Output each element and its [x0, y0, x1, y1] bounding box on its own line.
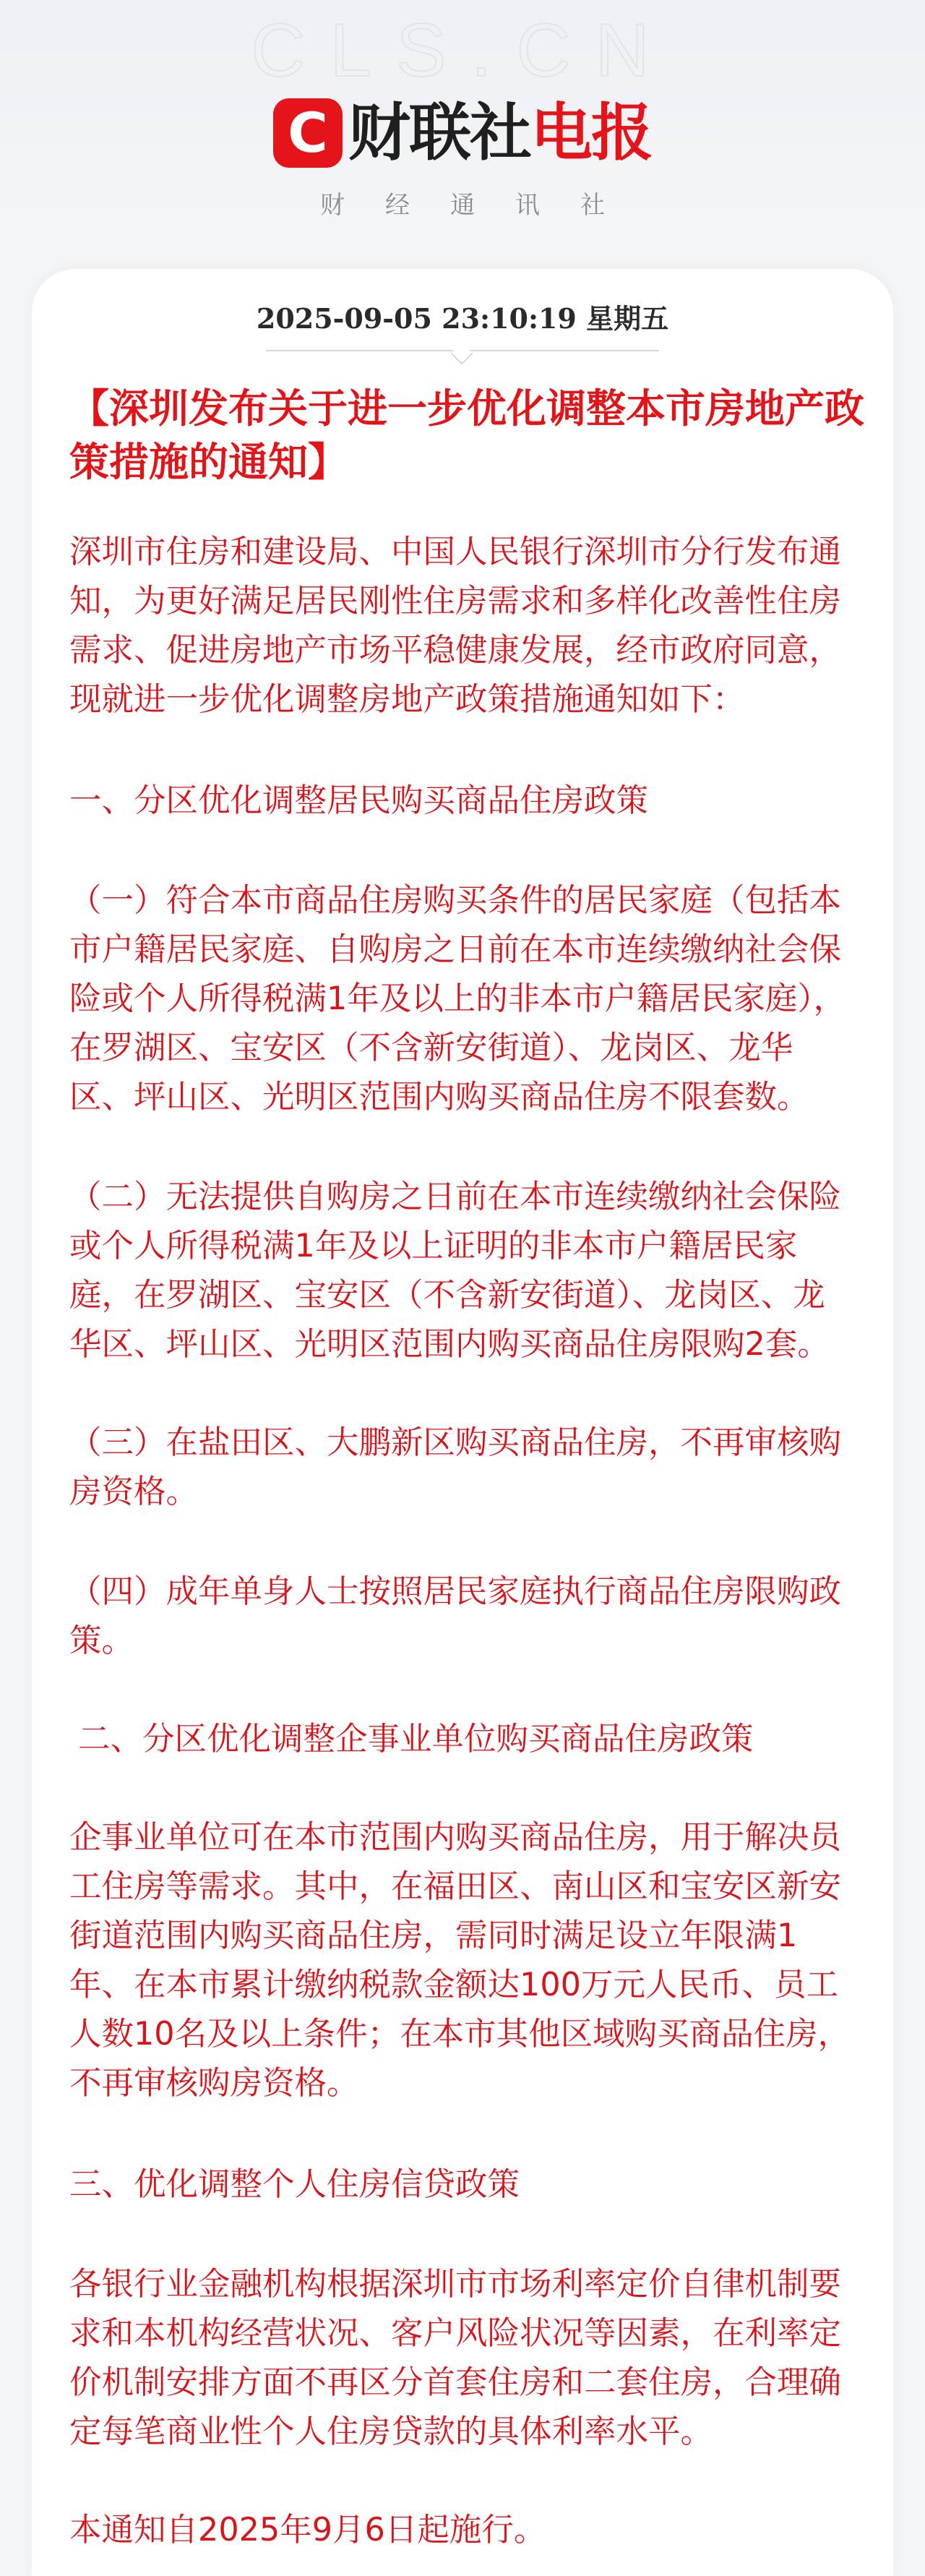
watermark: CLS.CN [251, 9, 674, 93]
paragraph-item-2: （二）无法提供自购房之日前在本市连续缴纳社会保险或个人所得税满1年及以上证明的非本市户籍居民家庭，在罗湖区、宝安区（不含新安街道）、龙岗区、龙华区、坪山区、光明区范围内购买商品住房限购2套。 [69, 1178, 842, 1363]
paragraph-item-1: （一）符合本市商品住房购买条件的居民家庭（包括本市户籍居民家庭、自购房之日前在本市连续缴纳社会保险或个人所得税满1年及以上的非本市户籍居民家庭），在罗湖区、宝安区（不含新安街道）、龙岗区、龙华区、坪山区、光明区范围内购买商品住房不限套数。 [69, 882, 846, 1116]
paragraph-effective-date: 本通知自2025年9月6日起施行。 [69, 2512, 546, 2549]
section-heading-1: 一、分区优化调整居民购买商品住房政策 [69, 782, 649, 819]
paragraph-item-3: （三）在盐田区、大鹏新区购买商品住房，不再审核购房资格。 [69, 1424, 842, 1510]
logo-letter: C [288, 100, 328, 165]
brand-header [0, 98, 925, 168]
article-datetime: 2025-09-05 23:10:19 星期五 [256, 302, 669, 335]
paragraph-intro: 深圳市住房和建设局、中国人民银行深圳市分行发布通知，为更好满足居民刚性住房需求和多样化改善性住房需求、促进房地产市场平稳健康发展，经市政府同意，现就进一步优化调整房地产政策措施通知如下： [69, 534, 842, 718]
paragraph-enterprise: 企事业单位可在本市范围内购买商品住房，用于解决员工住房等需求。其中，在福田区、南山区和宝安区新安街道范围内购买商品住房，需同时满足设立年限满1年、在本市累计缴纳税款金额达100万元人民币、员工人数10名及以上条件；在本市其他区域购买商品住房，不再审核购房资格。 [69, 1819, 851, 2102]
logo-icon [273, 98, 343, 168]
subbrand: 财经通讯社 [320, 191, 645, 220]
article-title: 【深圳发布关于进一步优化调整本市房地产政策措施的通知】 [69, 385, 865, 485]
paragraph-credit: 各银行业金融机构根据深圳市市场利率定价自律机制要求和本机构经营状况、客户风险状况等因素，在利率定价机制安排方面不再区分首套住房和二套住房，合理确定每笔商业性个人住房贷款的具体利率水平。 [69, 2266, 842, 2450]
section-heading-3: 三、优化调整个人住房信贷政策 [69, 2166, 520, 2203]
brand-suffix: 电报 [530, 97, 652, 169]
brand-name: 财联社 [348, 97, 530, 169]
paragraph-item-4: （四）成年单身人士按照居民家庭执行商品住房限购政策。 [69, 1573, 842, 1659]
section-heading-2: 二、分区优化调整企事业单位购买商品住房政策 [78, 1721, 754, 1758]
